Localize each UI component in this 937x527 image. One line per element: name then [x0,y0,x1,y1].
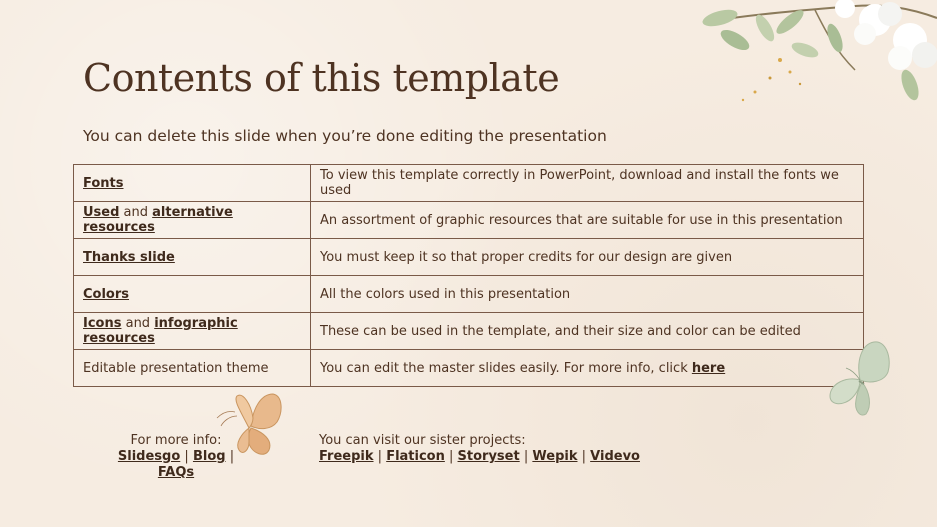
freepik-link[interactable]: Freepik [319,449,374,464]
sister-projects-links [319,449,640,465]
alternative-resources-link[interactable]: alternative resources [83,205,233,235]
label-connector: and [119,205,153,220]
row-description-text: You can edit the master slides easily. For more info, click [320,360,692,376]
row-label [74,165,311,202]
wepik-link[interactable]: Wepik [532,449,578,464]
slidesgo-link[interactable]: Slidesgo [117,449,181,464]
flaticon-link[interactable]: Flaticon [386,449,445,464]
page-title: Contents of this template [83,56,560,100]
colors-link[interactable]: Colors [83,286,130,302]
row-description: An assortment of graphic resources that are suitable for use in this presentation [311,202,864,239]
row-label [74,313,311,350]
link-separator: | [523,449,529,464]
green-butterfly-icon [826,340,896,418]
resources-table [73,164,864,387]
row-label [74,239,311,276]
sister-projects-heading: You can visit our sister projects: [319,433,526,448]
link-separator: | [377,449,383,464]
table-row [74,165,864,202]
page-subtitle: You can delete this slide when you’re done editing the presentation [83,127,607,145]
label-connector: and [121,316,155,331]
row-label [74,276,311,313]
fonts-link[interactable]: Fonts [83,175,124,191]
link-separator: | [581,449,587,464]
row-description: All the colors used in this presentation [311,276,864,313]
infographic-resources-link[interactable]: infographic resources [83,316,238,346]
videvo-link[interactable]: Videvo [590,449,640,464]
thanks-slide-link[interactable]: Thanks slide [83,249,175,265]
cotton-flower-branch-icon [695,0,937,125]
more-info-links [100,449,252,481]
link-separator: | [449,449,454,464]
row-description [311,350,864,387]
here-link[interactable]: here [691,360,726,376]
more-info-heading: For more info: [130,433,222,448]
table-row [74,202,864,239]
link-separator: | [229,449,235,464]
icons-link[interactable]: Icons [83,316,122,331]
table-row [74,313,864,350]
row-label: Editable presentation theme [74,350,311,387]
blog-link[interactable]: Blog [192,449,226,464]
row-description: You must keep it so that proper credits for our design are given [311,239,864,276]
row-description: These can be used in the template, and their size and color can be edited [311,313,864,350]
storyset-link[interactable]: Storyset [457,449,520,464]
sister-projects-footer [319,433,640,465]
table-row [74,276,864,313]
link-separator: | [184,449,189,464]
row-description: To view this template correctly in PowerPoint, download and install the fonts we used [311,165,864,202]
more-info-footer [100,433,252,481]
used-link[interactable]: Used [83,205,120,220]
faqs-link[interactable]: FAQs [157,465,195,480]
row-label [74,202,311,239]
table-row [74,350,864,387]
table-row [74,239,864,276]
